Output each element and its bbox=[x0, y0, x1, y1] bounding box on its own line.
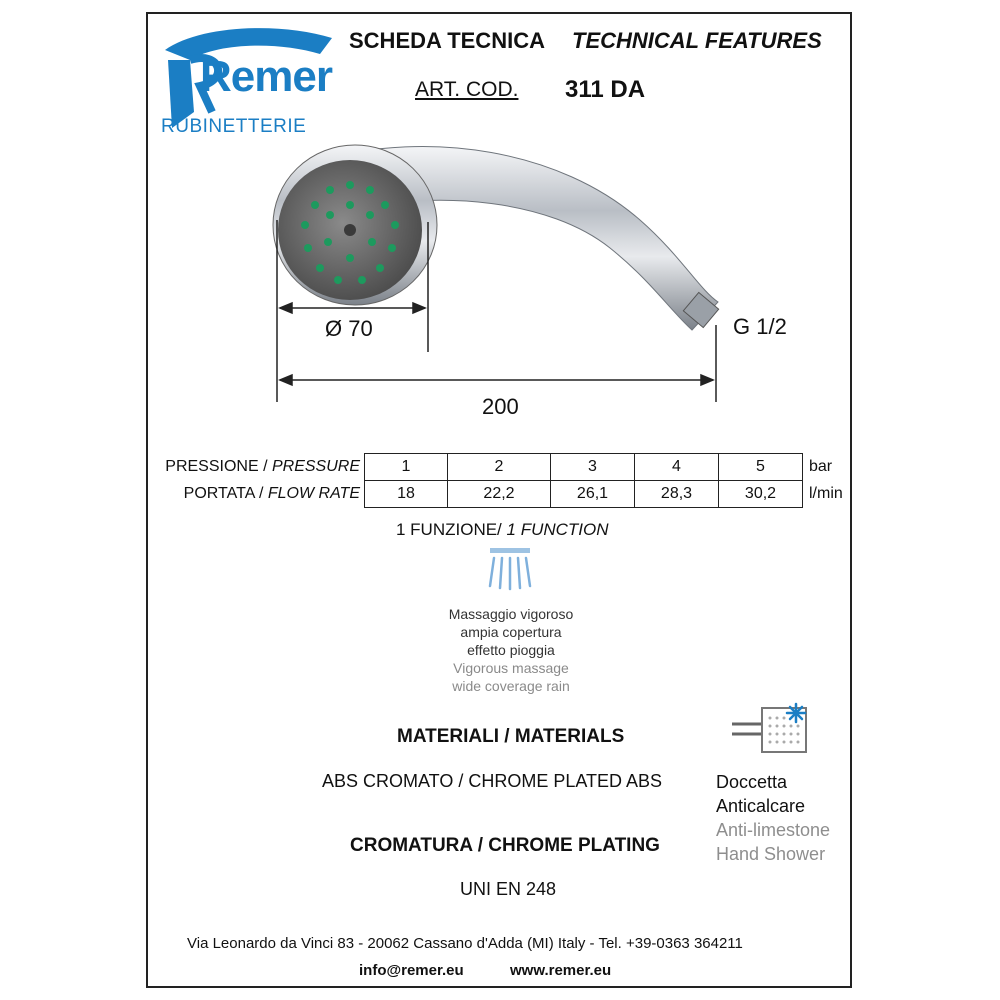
anti-limestone-label bbox=[716, 770, 830, 866]
pressure-flow-table bbox=[150, 453, 857, 508]
email-link[interactable]: info@remer.eu bbox=[359, 962, 464, 979]
desc-it-line: ampia copertura bbox=[460, 624, 562, 640]
company-address: Via Leonardo da Vinci 83 - 20062 Cassano d'Adda (MI) Italy - Tel. +39-0363 364211 bbox=[187, 935, 743, 952]
title-italian: SCHEDA TECNICA bbox=[349, 28, 545, 53]
desc-en-line: Vigorous massage bbox=[453, 660, 569, 676]
length-label: 200 bbox=[482, 394, 519, 419]
rain-spray-icon bbox=[482, 546, 538, 592]
anti-it-line: Doccetta bbox=[716, 772, 788, 792]
anti-en-line: Hand Shower bbox=[716, 844, 826, 864]
anti-en-line: Anti-limestone bbox=[716, 820, 831, 840]
table-cell: 1 bbox=[365, 454, 448, 481]
pressure-row-label: PRESSIONE / PRESSURE bbox=[165, 458, 360, 475]
table-cell: 28,3 bbox=[635, 481, 719, 508]
table-cell: 4 bbox=[635, 454, 719, 481]
desc-en-line: wide coverage rain bbox=[452, 678, 570, 694]
logo-brand: Remer bbox=[200, 52, 332, 101]
materials-heading: MATERIALI / MATERIALS bbox=[397, 726, 625, 747]
title-english: TECHNICAL FEATURES bbox=[572, 28, 822, 53]
website-link[interactable]: www.remer.eu bbox=[510, 962, 612, 979]
table-cell: 2 bbox=[448, 454, 551, 481]
logo-subtitle: RUBINETTERIE bbox=[161, 116, 307, 137]
table-cell: 18 bbox=[365, 481, 448, 508]
table-cell: 22,2 bbox=[448, 481, 551, 508]
art-code-label: ART. COD. bbox=[415, 78, 519, 101]
plating-heading: CROMATURA / CHROME PLATING bbox=[350, 835, 660, 856]
function-label: 1 FUNZIONE/ 1 FUNCTION bbox=[396, 520, 609, 539]
table-row bbox=[150, 481, 857, 508]
materials-value: ABS CROMATO / CHROME PLATED ABS bbox=[322, 771, 663, 791]
table-cell: 30,2 bbox=[719, 481, 803, 508]
function-description bbox=[431, 605, 591, 695]
pressure-unit: bar bbox=[809, 458, 833, 475]
hand-shower-drawing bbox=[260, 130, 740, 420]
table-cell: 26,1 bbox=[551, 481, 635, 508]
desc-it-line: Massaggio vigoroso bbox=[448, 606, 574, 622]
anti-it-line: Anticalcare bbox=[716, 796, 806, 816]
table-cell: 5 bbox=[719, 454, 803, 481]
plating-value: UNI EN 248 bbox=[460, 879, 557, 899]
flow-unit: l/min bbox=[809, 485, 843, 502]
table-row bbox=[150, 454, 857, 481]
anti-limestone-icon bbox=[730, 700, 814, 756]
table-cell: 3 bbox=[551, 454, 635, 481]
desc-it-line: effetto pioggia bbox=[467, 642, 555, 658]
art-code-value: 311 DA bbox=[565, 76, 646, 103]
thread-label: G 1/2 bbox=[733, 314, 787, 339]
flow-row-label: PORTATA / FLOW RATE bbox=[183, 485, 360, 502]
diameter-label: Ø 70 bbox=[325, 316, 373, 341]
